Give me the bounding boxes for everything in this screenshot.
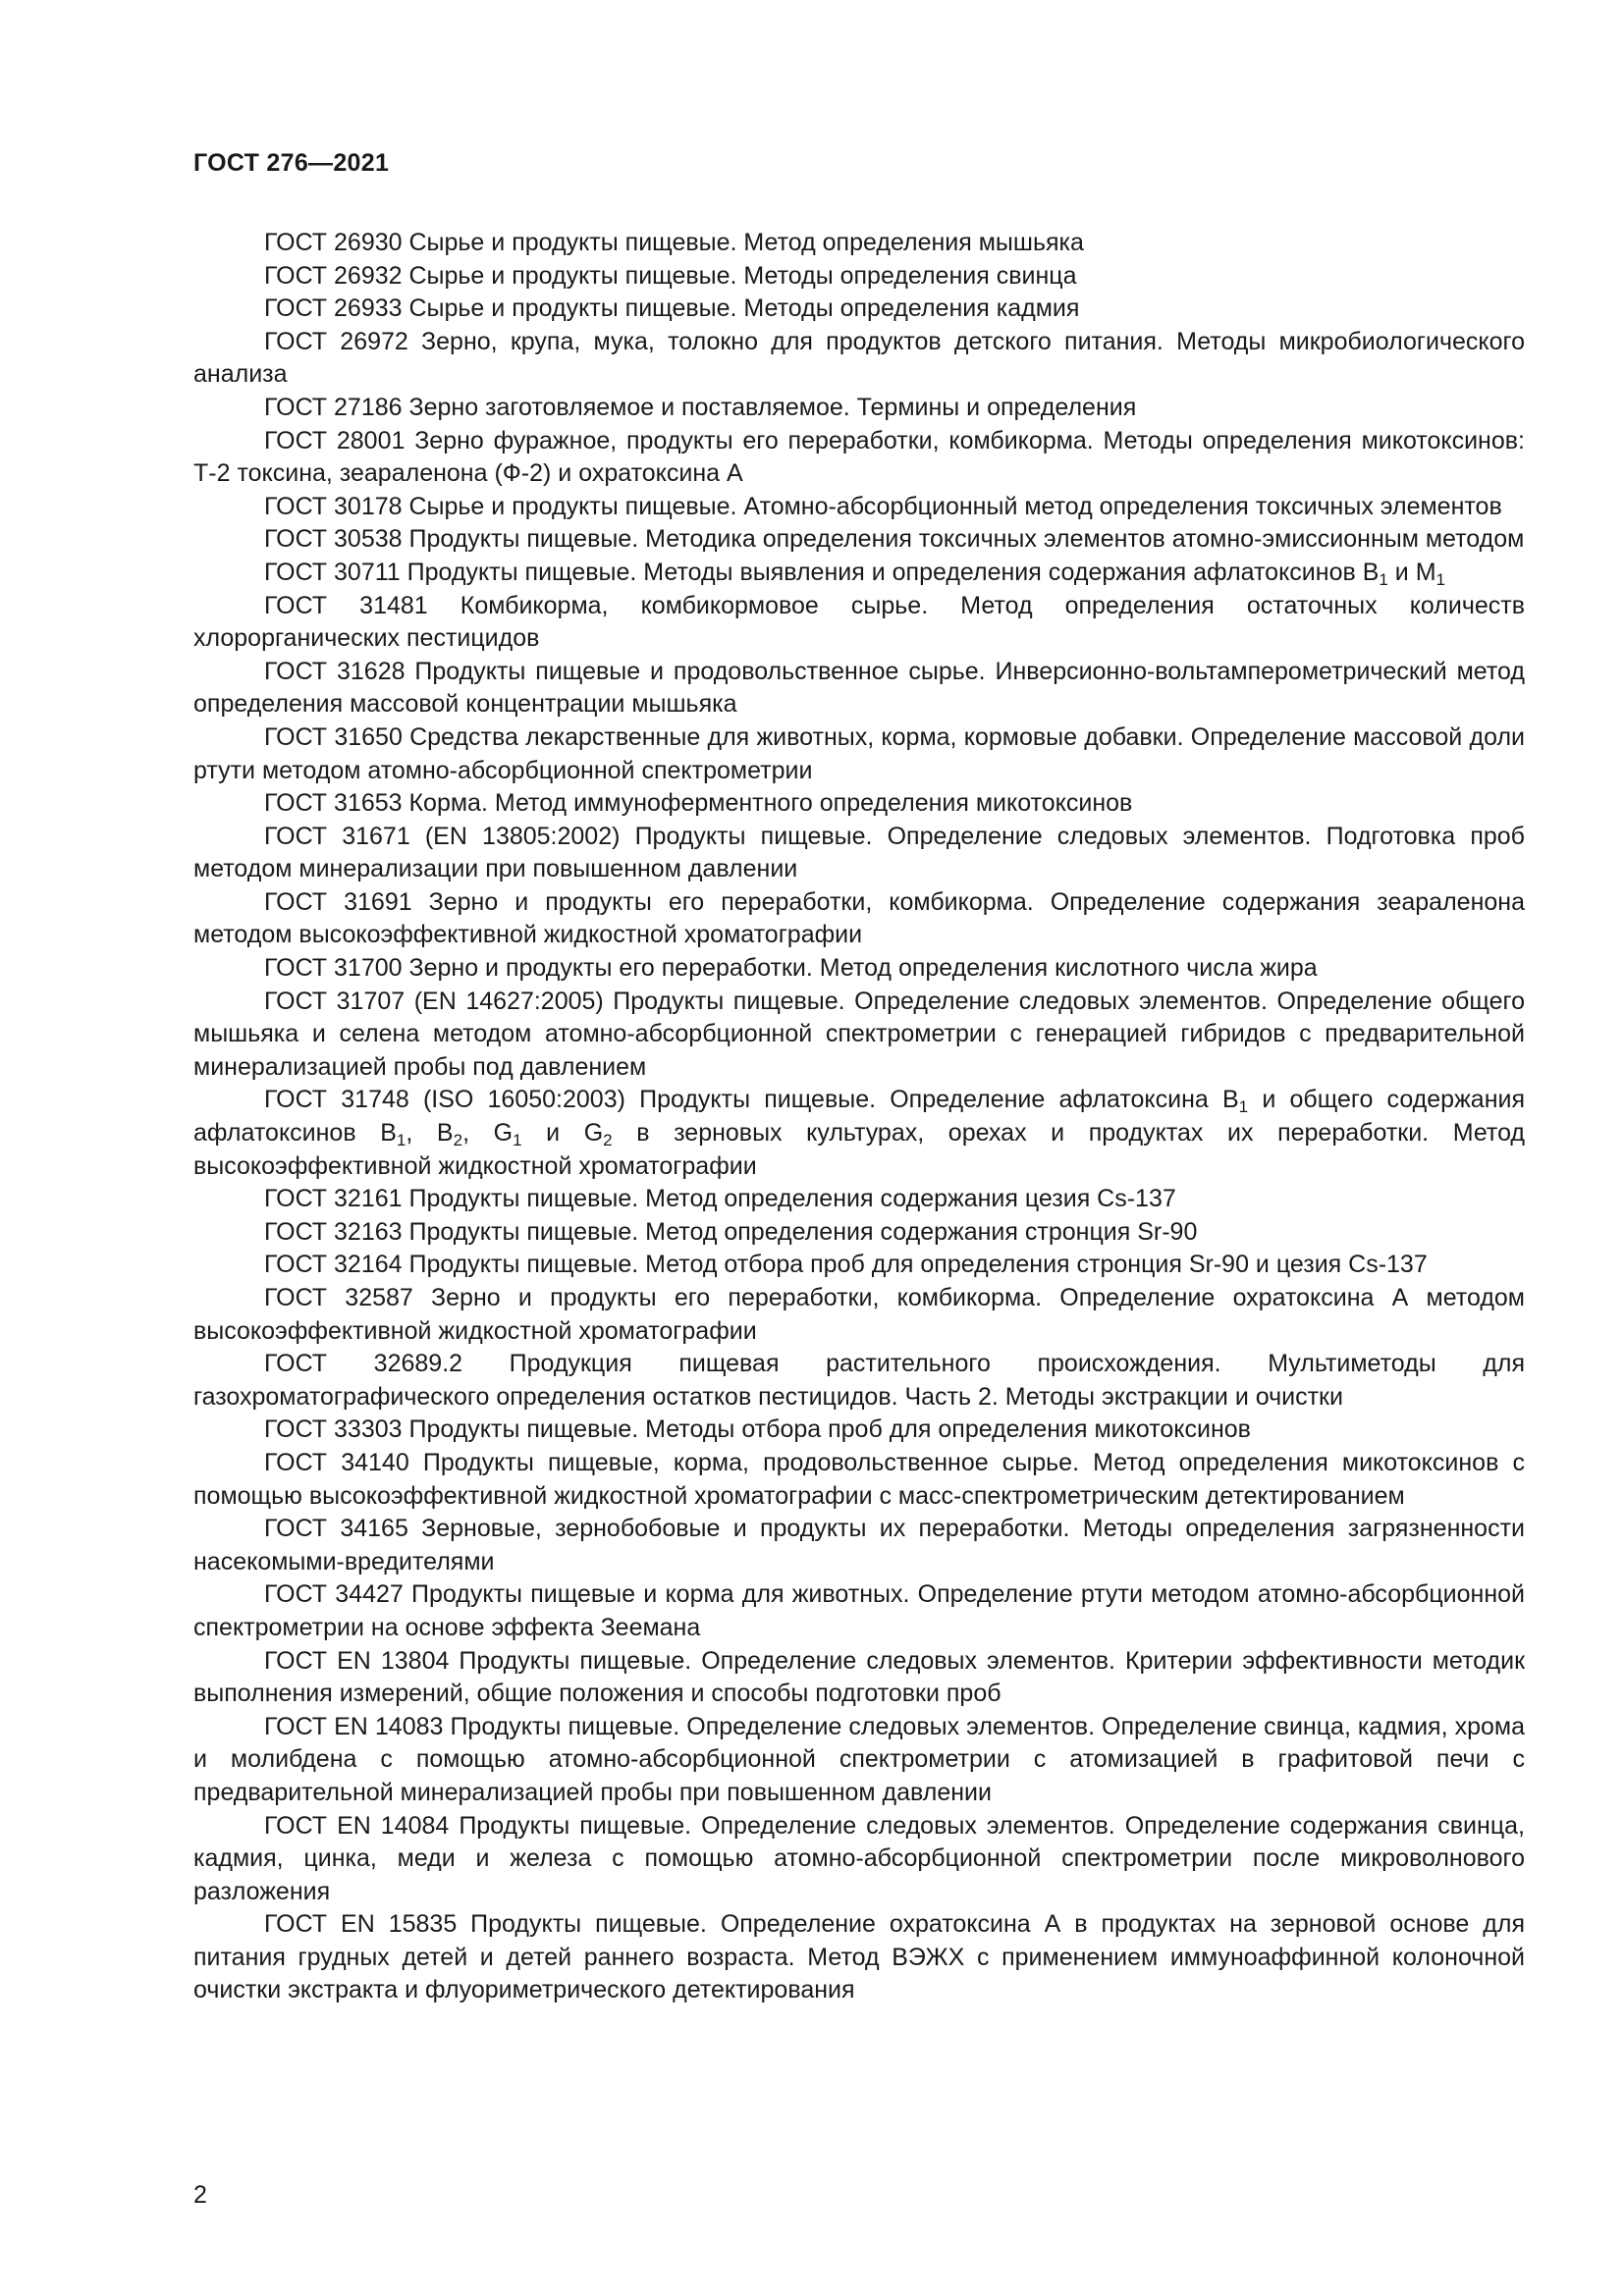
reference-text: ГОСТ 31691 Зерно и продукты его переработки, комбикорма. Определение содержания зеараленона методом высокоэффективной жидкостной хроматографии (193, 887, 1525, 949)
reference-text: ГОСТ 34165 Зерновые, зернобобовые и продукты их переработки. Методы определения загрязненности насекомыми-вредителями (193, 1515, 1525, 1575)
reference-text: ГОСТ 26930 Сырье и продукты пищевые. Метод определения мышьяка (264, 229, 1084, 256)
reference-entry (193, 425, 1525, 491)
reference-entry (193, 1216, 1525, 1250)
reference-text: ГОСТ 31671 (EN 13805:2002) Продукты пищевые. Определение следовых элементов. Подготовка проб методом минерализации при повышенном давлении (193, 822, 1525, 883)
reference-text: , В (406, 1119, 454, 1148)
reference-entry (193, 1447, 1525, 1513)
reference-text: ГОСТ 30711 Продукты пищевые. Методы выявления и определения содержания афлатоксинов В (264, 558, 1380, 586)
reference-text: ГОСТ 32163 Продукты пищевые. Метод определения содержания стронция Sr-90 (264, 1217, 1198, 1246)
reference-entry (193, 1578, 1525, 1644)
reference-entry (193, 1414, 1525, 1447)
reference-text: ГОСТ 31748 (ISO 16050:2003) Продукты пищевые. Определение афлатоксина В (264, 1086, 1239, 1114)
reference-subscript: 2 (603, 1131, 613, 1150)
reference-text: ГОСТ 32161 Продукты пищевые. Метод определения содержания цезия Cs-137 (264, 1185, 1176, 1213)
reference-entry (193, 1711, 1525, 1810)
reference-text: ГОСТ 26932 Сырье и продукты пищевые. Методы определения свинца (264, 261, 1077, 290)
reference-entry (193, 326, 1525, 392)
reference-subscript: 1 (1238, 1097, 1249, 1117)
reference-text: ГОСТ 26933 Сырье и продукты пищевые. Методы определения кадмия (264, 294, 1080, 323)
reference-text: ГОСТ EN 14083 Продукты пищевые. Определение следовых элементов. Определение свинца, кадмия, хрома и молибдена с помощью атомно-абсорбционной спектрометрии с атомизацией в графитовой печи с предварительной минерализацией пробы при повышенном давлении (193, 1712, 1525, 1806)
reference-subscript: 1 (513, 1131, 522, 1150)
reference-entry (193, 227, 1525, 260)
reference-text: и М (1387, 558, 1436, 586)
reference-text: ГОСТ 31650 Средства лекарственные для животных, корма, кормовые добавки. Определение массовой доли ртути методом атомно-абсорбционной спектрометрии (193, 722, 1525, 784)
reference-subscript: 1 (396, 1131, 406, 1150)
normative-references-list (193, 227, 1525, 2007)
page-number: 2 (193, 2181, 207, 2209)
reference-text: ГОСТ 28001 Зерно фуражное, продукты его переработки, комбикорма. Методы определения микотоксинов: Т-2 токсина, зеараленона (Ф-2) и охратоксина А (193, 426, 1525, 488)
reference-entry (193, 1908, 1525, 2007)
document-header-title: ГОСТ 276—2021 (193, 149, 390, 177)
reference-entry (193, 787, 1525, 821)
reference-text: и G (521, 1119, 604, 1148)
reference-entry (193, 1183, 1525, 1216)
reference-entry (193, 293, 1525, 326)
reference-text: ГОСТ 31653 Корма. Метод иммуноферментного определения микотоксинов (264, 789, 1133, 818)
reference-entry (193, 986, 1525, 1085)
reference-entry (193, 1084, 1525, 1183)
reference-text: ГОСТ 34140 Продукты пищевые, корма, продовольственное сырье. Метод определения микотоксинов с помощью высокоэффективной жидкостной хроматографии с масс-спектрометрическим детектированием (193, 1448, 1525, 1510)
reference-entry (193, 1810, 1525, 1909)
reference-subscript: 1 (1379, 569, 1388, 589)
reference-entry (193, 1513, 1525, 1578)
reference-subscript: 2 (453, 1131, 463, 1150)
reference-entry (193, 1645, 1525, 1711)
reference-entry (193, 590, 1525, 656)
reference-entry (193, 886, 1525, 952)
reference-entry (193, 557, 1525, 590)
reference-text: ГОСТ 30178 Сырье и продукты пищевые. Атомно-абсорбционный метод определения токсичных элементов (264, 492, 1502, 520)
reference-text: ГОСТ 31700 Зерно и продукты его переработки. Метод определения кислотного числа жира (264, 954, 1318, 983)
reference-entry (193, 260, 1525, 294)
reference-text: ГОСТ 32164 Продукты пищевые. Метод отбора проб для определения стронция Sr-90 и цезия Cs-137 (264, 1251, 1428, 1279)
reference-entry (193, 491, 1525, 524)
reference-text: ГОСТ 33303 Продукты пищевые. Методы отбора проб для определения микотоксинов (264, 1415, 1251, 1444)
reference-text: ГОСТ 32689.2 Продукция пищевая растительного происхождения. Мультиметоды для газохроматографического определения остатков пестицидов. Часть 2. Методы экстракции и очистки (193, 1350, 1525, 1411)
reference-text: ГОСТ EN 13804 Продукты пищевые. Определение следовых элементов. Критерии эффективности методик выполнения измерений, общие положения и способы подготовки проб (193, 1646, 1525, 1708)
reference-entry (193, 821, 1525, 886)
reference-entry (193, 656, 1525, 721)
reference-text: ГОСТ EN 14084 Продукты пищевые. Определение следовых элементов. Определение содержания свинца, кадмия, цинка, меди и железа с помощью атомно-абсорбционной спектрометрии после микроволнового разложения (193, 1811, 1525, 1905)
reference-text: ГОСТ 34427 Продукты пищевые и корма для животных. Определение ртути методом атомно-абсорбционной спектрометрии на основе эффекта Зеемана (193, 1580, 1525, 1641)
reference-entry (193, 523, 1525, 557)
reference-text: ГОСТ 32587 Зерно и продукты его переработки, комбикорма. Определение охратоксина А методом высокоэффективной жидкостной хроматографии (193, 1284, 1525, 1345)
reference-text: и общего содержания афлатоксинов В (193, 1086, 1526, 1148)
reference-entry (193, 1282, 1525, 1348)
reference-text: ГОСТ 31707 (EN 14627:2005) Продукты пищевые. Определение следовых элементов. Определение общего мышьяка и селена методом атомно-абсорбционной спектрометрии с генерацией гибридов с предварительной минерализацией пробы под давлением (193, 987, 1525, 1081)
reference-text: , G (462, 1119, 514, 1148)
reference-text: в зерновых культурах, орехах и продуктах их переработки. Метод высокоэффективной жидкостной хроматографии (193, 1119, 1526, 1180)
reference-subscript: 1 (1435, 569, 1446, 589)
reference-entry (193, 1249, 1525, 1282)
reference-text: ГОСТ 27186 Зерно заготовляемое и поставляемое. Термины и определения (264, 393, 1137, 421)
reference-entry (193, 1348, 1525, 1414)
reference-text: ГОСТ EN 15835 Продукты пищевые. Определение охратоксина А в продуктах на зерновой основе для питания грудных детей и детей раннего возраста. Метод ВЭЖХ с применением иммуноаффинной колоночной очистки экстракта и флуориметрического детектирования (193, 1910, 1525, 2004)
reference-text: ГОСТ 31481 Комбикорма, комбикормовое сырье. Метод определения остаточных количеств хлорорганических пестицидов (193, 591, 1525, 653)
reference-text: ГОСТ 26972 Зерно, крупа, мука, толокно для продуктов детского питания. Методы микробиологического анализа (193, 327, 1525, 389)
reference-entry (193, 392, 1525, 425)
reference-entry (193, 721, 1525, 787)
reference-text: ГОСТ 30538 Продукты пищевые. Методика определения токсичных элементов атомно-эмиссионным методом (264, 525, 1525, 554)
reference-text: ГОСТ 31628 Продукты пищевые и продовольственное сырье. Инверсионно-вольтамперометрический метод определения массовой концентрации мышьяка (193, 657, 1525, 719)
reference-entry (193, 952, 1525, 986)
